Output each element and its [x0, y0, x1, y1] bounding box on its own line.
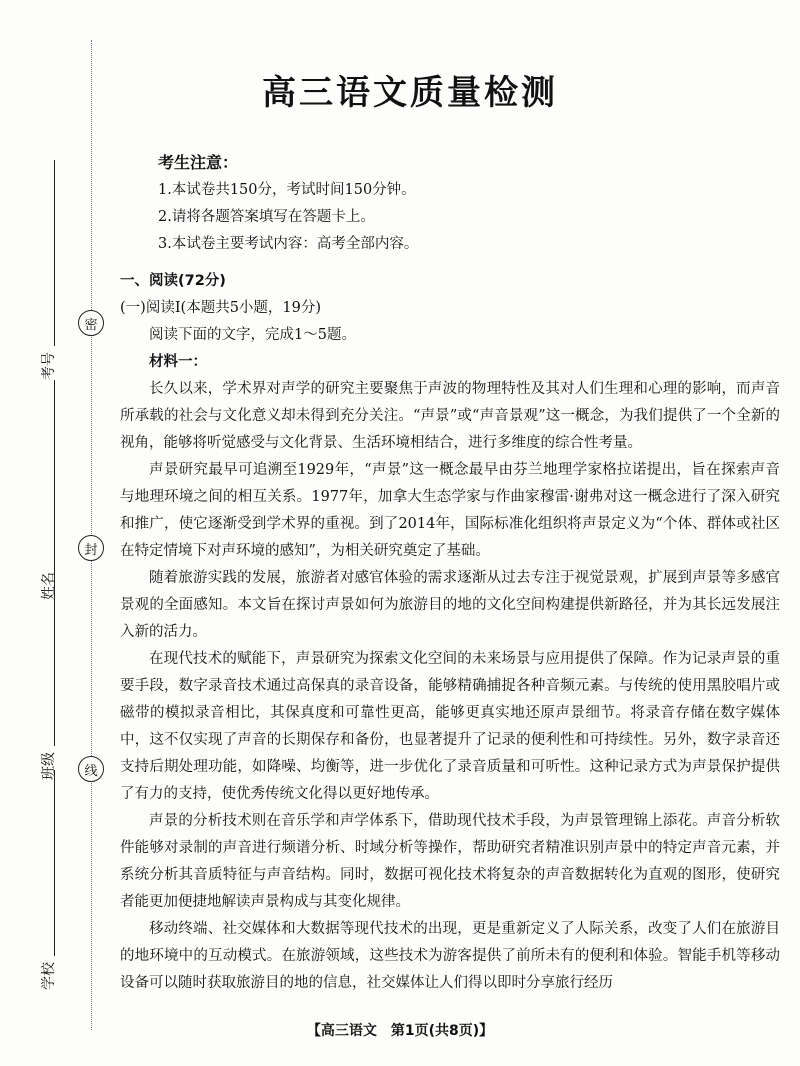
paragraph: 声景的分析技术则在音乐学和声学体系下，借助现代技术手段，为声景管理锦上添花。声音分析软件能够对录制的声音进行频谱分析、时域分析等操作，帮助研究者精准识别声景中的特定声音元素，并系统分析其音质特征与声音结构。同时，数据可视化技术将复杂的声音数据转化为直观的图形，使研究者能更加便捷地解读声景构成与其变化规律。 — [120, 813, 780, 910]
field-blank — [42, 770, 55, 956]
exam-notice — [158, 150, 418, 258]
notice-heading: 考生注意： — [158, 153, 239, 172]
subsection-heading: (一)阅读Ⅰ(本题共5小题，19分) — [120, 300, 322, 316]
field-blank — [42, 380, 55, 566]
field-label: 班级 — [41, 752, 57, 780]
instruction-text: 阅读下面的文字，完成1～5题。 — [149, 327, 356, 343]
reading-section — [120, 268, 780, 997]
notice-item: 2.请将各题答案填写在答题卡上。 — [158, 209, 375, 225]
notice-item: 1.本试卷共150分，考试时间150分钟。 — [158, 182, 416, 198]
field-blank — [42, 160, 55, 346]
material-heading: 材料一： — [149, 354, 207, 370]
field-label: 学校 — [41, 962, 57, 990]
binding-margin — [0, 0, 110, 1066]
class-field[interactable] — [18, 550, 78, 790]
school-field[interactable] — [18, 760, 78, 1000]
paragraph: 随着旅游实践的发展，旅游者对感官体验的需求逐渐从过去专注于视觉景观，扩展到声景等多感官景观的全面感知。本文旨在探讨声景如何为旅游目的地的文化空间构建提供新路径，并为其长远发展注入新的活力。 — [120, 570, 780, 640]
page-footer: 【高三语文 第1页(共8页)】 — [306, 1023, 494, 1039]
field-label: 考号 — [41, 352, 57, 380]
seal-mark-xian: 线 — [78, 756, 104, 782]
page-title: 高三语文质量检测 — [262, 73, 558, 113]
section-heading: 一、阅读(72分) — [120, 273, 226, 289]
notice-item: 3.本试卷主要考试内容：高考全部内容。 — [158, 236, 419, 252]
paragraph: 在现代技术的赋能下，声景研究为探索文化空间的未来场景与应用提供了保障。作为记录声景的重要手段，数字录音技术通过高保真的录音设备，能够精确捕捉各种音频元素。与传统的使用黑胶唱片或磁带的模拟录音相比，其保真度和可靠性更高，能够更真实地还原声景细节。将录音存储在数字媒体中，这不仅实现了声音的长期保存和备份，也显著提升了记录的便利性和可持续性。另外，数字录音还支持后期处理功能，如降噪、均衡等，进一步优化了录音质量和可听性。这种记录方式为声景保护提供了有力的支持，使优秀传统文化得以更好地传承。 — [120, 651, 780, 802]
exam-number-field[interactable] — [18, 150, 78, 390]
seal-mark-feng: 封 — [78, 535, 104, 561]
paragraph: 移动终端、社交媒体和大数据等现代技术的出现，更是重新定义了人际关系，改变了人们在旅游目的地环境中的互动模式。在旅游领域，这些技术为游客提供了前所未有的便利和体验。智能手机等移动设备可以随时获取旅游目的地的信息，社交媒体让人们得以即时分享旅行经历 — [120, 921, 780, 991]
field-blank — [42, 560, 55, 746]
seal-mark-mi: 密 — [78, 310, 104, 336]
field-label: 姓名 — [41, 572, 57, 600]
paragraph: 声景研究最早可追溯至1929年，“声景”这一概念最早由芬兰地理学家格拉诺提出，旨在探索声音与地理环境之间的相互关系。1977年，加拿大生态学家与作曲家穆雷·谢弗对这一概念进行了深入研究和推广，使它逐渐受到学术界的重视。到了2014年，国际标准化组织将声景定义为“个体、群体或社区在特定情境下对声环境的感知”，为相关研究奠定了基础。 — [120, 462, 780, 559]
paragraph: 长久以来，学术界对声学的研究主要聚焦于声波的物理特性及其对人们生理和心理的影响，而声音所承载的社会与文化意义却未得到充分关注。“声景”或“声音景观”这一概念，为我们提供了一个全新的视角，能够将听觉感受与文化背景、生活环境相结合，进行多维度的综合性考量。 — [120, 381, 780, 451]
